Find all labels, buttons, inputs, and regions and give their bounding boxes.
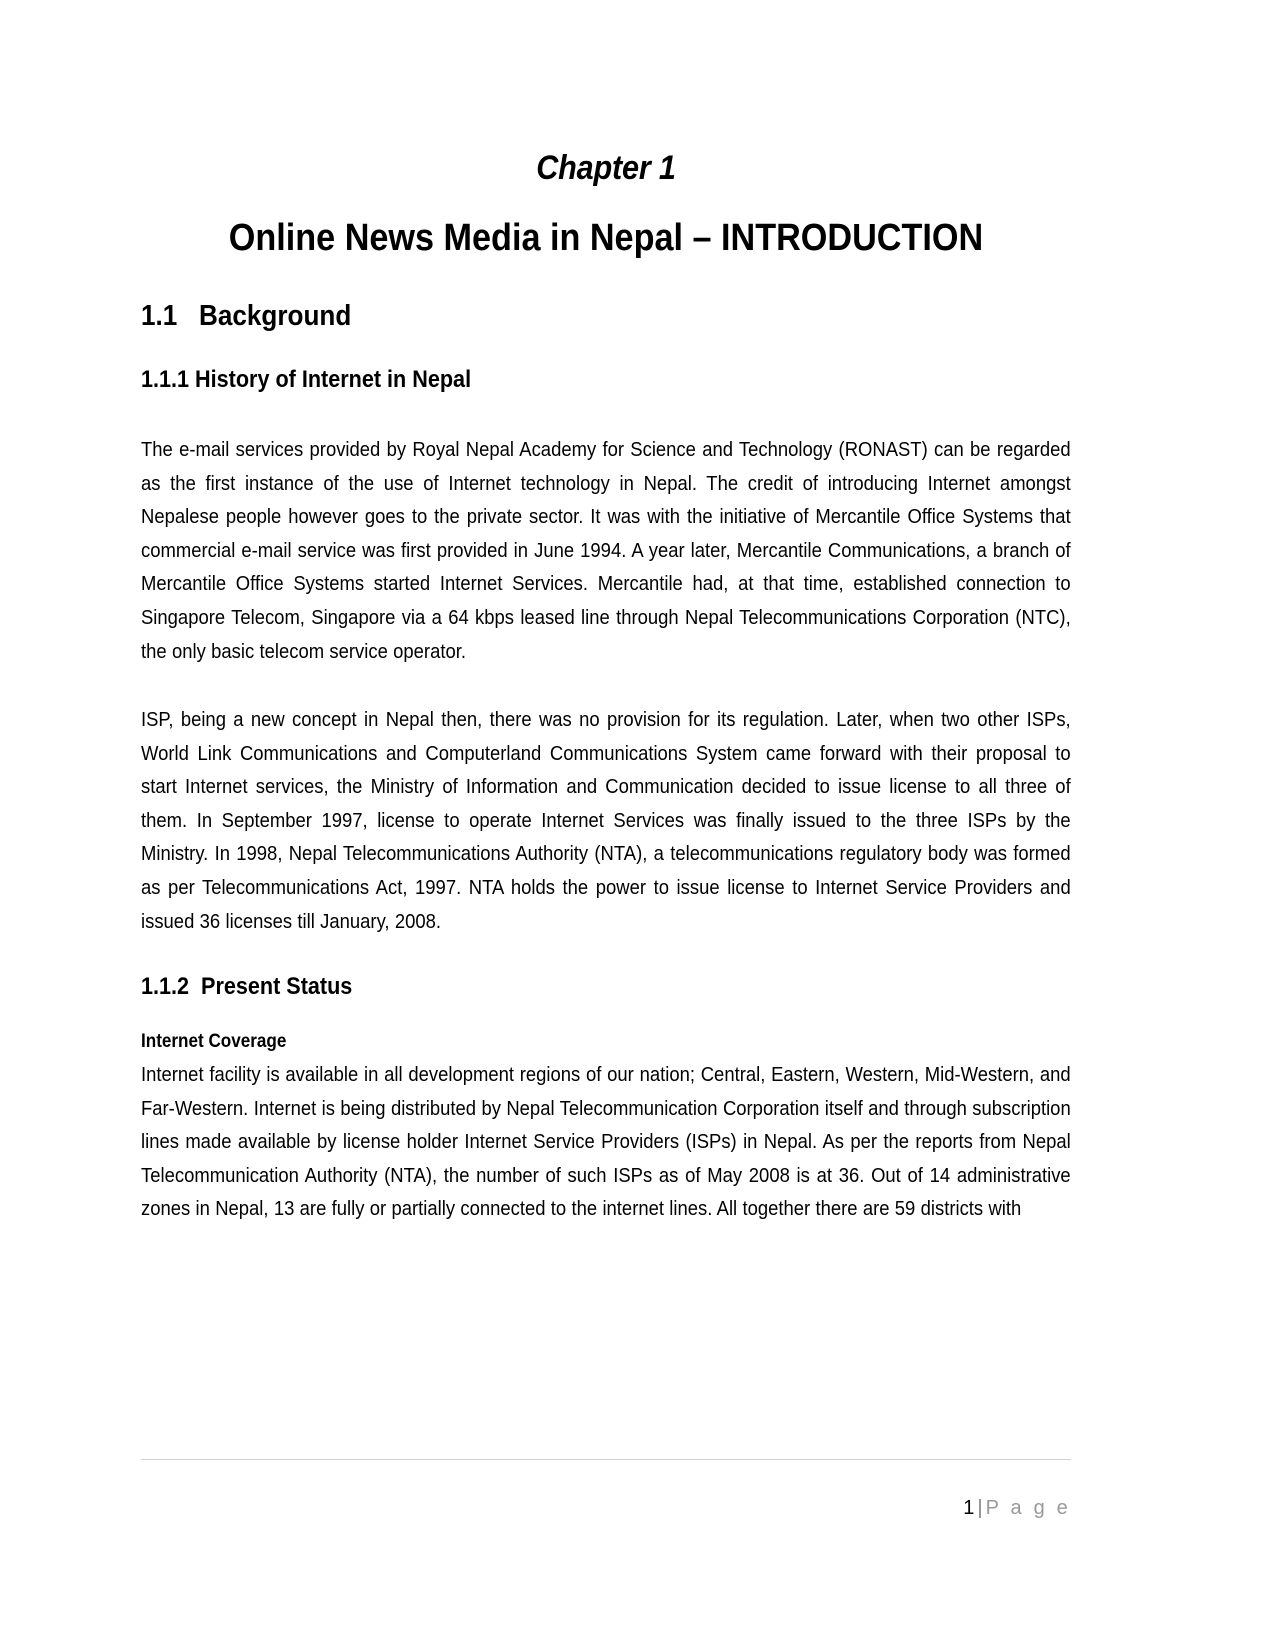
heading-1-1-1-history-of-internet-in-nepal: 1.1.1 History of Internet in Nepal xyxy=(141,365,472,393)
paragraph-history-1: The e-mail services provided by Royal Nepal Academy for Science and Technology (RONAST) can be regarded as the first instance of the use of Internet technology in Nepal. The credit of introducing Internet amongst Nepalese people however goes to the private sector. It was with the initiative of Mercantile Office Systems that commercial e-mail service was first provided in June 1994. A year later, Mercantile Communications, a branch of Mercantile Office Systems started Internet Services. Mercantile had, at that time, established connection to Singapore Telecom, Singapore via a 64 kbps leased line through Nepal Telecommunications Corporation (NTC), the only basic telecom service operator. xyxy=(141,437,1071,663)
paragraph-history-2: ISP, being a new concept in Nepal then, there was no provision for its regulation. Later, when two other ISPs, World Link Communications and Computerland Communications System came forward with their proposal to start Internet services, the Ministry of Information and Communication decided to issue license to all three of them. In September 1997, license to operate Internet Services was finally issued to the three ISPs by the Ministry. In 1998, Nepal Telecommunications Authority (NTA), a telecommunications regulatory body was formed as per Telecommunications Act, 1997. NTA holds the power to issue license to Internet Service Providers and issued 36 licenses till January, 2008. xyxy=(141,708,1071,933)
heading-1-1-2-present-status: 1.1.2 Present Status xyxy=(141,973,353,1001)
footer-page-indicator xyxy=(141,1460,1071,1544)
chapter-label: Chapter 1 xyxy=(536,149,676,187)
footer-separator: | xyxy=(977,1497,983,1519)
footer-page-word: P a g e xyxy=(985,1497,1071,1519)
page-title: Online News Media in Nepal – INTRODUCTION xyxy=(228,217,984,260)
subheading-internet-coverage: Internet Coverage xyxy=(141,1031,287,1053)
footer-page-number: 1 xyxy=(963,1497,975,1519)
heading-1-1-background: 1.1 Background xyxy=(141,299,352,332)
paragraph-internet-coverage-1: Internet facility is available in all development regions of our nation; Central, Eastern, Western, Mid-Western, and Far-Western. Internet is being distributed by Nepal Telecommunication Corporation itself and through subscription lines made available by license holder Internet Service Providers (ISPs) in Nepal. As per the reports from Nepal Telecommunication Authority (NTA), the number of such ISPs as of May 2008 is at 36. Out of 14 administrative zones in Nepal, 13 are fully or partially connected to the internet lines. All together there are 59 districts with xyxy=(141,1062,1071,1221)
page-content xyxy=(141,0,1071,1226)
page-footer xyxy=(141,1459,1071,1544)
